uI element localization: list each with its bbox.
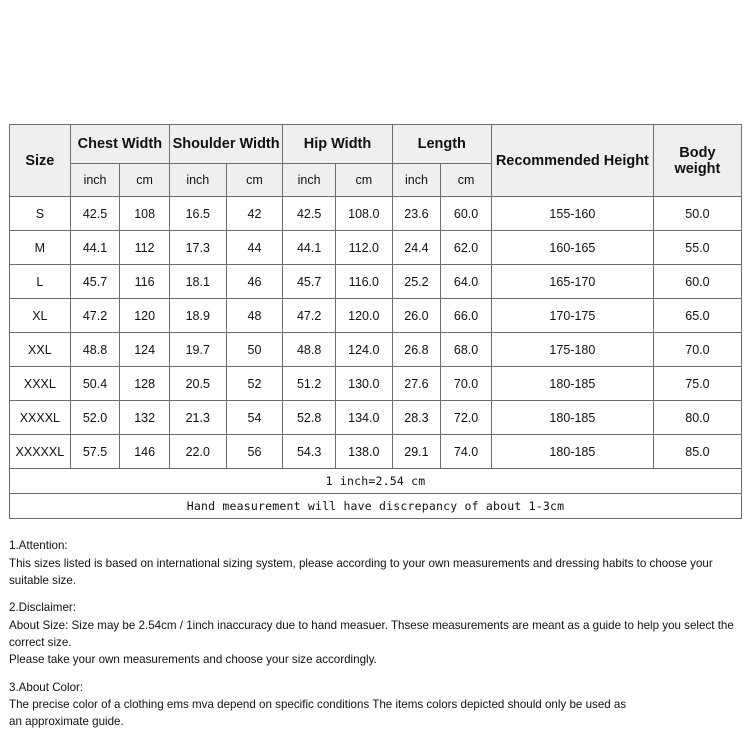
- note-disclaimer: [9, 600, 744, 668]
- cell-length-inch: 28.3: [392, 401, 441, 435]
- cell-shoulder-inch: 18.1: [169, 265, 226, 299]
- note-color-line-1: The precise color of a clothing ems mva depend on specific conditions The items colors depicted should only be used as: [9, 698, 627, 712]
- cell-length-inch: 23.6: [392, 197, 441, 231]
- table-row: [10, 333, 742, 367]
- cell-hip-cm: 120.0: [335, 299, 392, 333]
- header-body-weight: Body weight: [653, 125, 741, 197]
- cell-length-cm: 70.0: [441, 367, 492, 401]
- cell-height-cm: 165-170: [491, 265, 653, 299]
- unit-length-inch: inch: [392, 164, 441, 197]
- cell-hip-cm: 138.0: [335, 435, 392, 469]
- unit-hip-inch: inch: [283, 164, 336, 197]
- cell-hip-inch: 51.2: [283, 367, 336, 401]
- cell-length-inch: 26.8: [392, 333, 441, 367]
- note-attention-body: This sizes listed is based on international sizing system, please according to your own measurements and dressing habits to choose your suitable size.: [9, 556, 713, 587]
- cell-length-inch: 26.0: [392, 299, 441, 333]
- cell-hip-inch: 54.3: [283, 435, 336, 469]
- cell-weight-kg: 50.0: [653, 197, 741, 231]
- cell-chest-cm: 146: [120, 435, 170, 469]
- cell-chest-inch: 45.7: [70, 265, 120, 299]
- cell-shoulder-inch: 20.5: [169, 367, 226, 401]
- cell-shoulder-inch: 19.7: [169, 333, 226, 367]
- table-row: [10, 299, 742, 333]
- unit-shoulder-inch: inch: [169, 164, 226, 197]
- cell-height-cm: 160-165: [491, 231, 653, 265]
- cell-size: M: [10, 231, 71, 265]
- unit-chest-inch: inch: [70, 164, 120, 197]
- cell-weight-kg: 75.0: [653, 367, 741, 401]
- note-color: [9, 680, 744, 731]
- cell-hip-cm: 112.0: [335, 231, 392, 265]
- cell-shoulder-cm: 44: [226, 231, 283, 265]
- cell-chest-inch: 42.5: [70, 197, 120, 231]
- header-shoulder-width: Shoulder Width: [169, 125, 282, 164]
- cell-hip-cm: 124.0: [335, 333, 392, 367]
- cell-hip-inch: 42.5: [283, 197, 336, 231]
- cell-shoulder-inch: 18.9: [169, 299, 226, 333]
- cell-chest-inch: 48.8: [70, 333, 120, 367]
- cell-chest-cm: 120: [120, 299, 170, 333]
- cell-length-inch: 29.1: [392, 435, 441, 469]
- note-color-title: 3.About Color:: [9, 680, 84, 694]
- table-row: [10, 367, 742, 401]
- size-table: [9, 124, 742, 519]
- cell-weight-kg: 70.0: [653, 333, 741, 367]
- cell-hip-cm: 130.0: [335, 367, 392, 401]
- cell-chest-cm: 128: [120, 367, 170, 401]
- cell-hip-inch: 52.8: [283, 401, 336, 435]
- note-attention-title: 1.Attention:: [9, 539, 68, 552]
- header-recommended-height: Recommended Height: [491, 125, 653, 197]
- cell-shoulder-inch: 22.0: [169, 435, 226, 469]
- cell-shoulder-inch: 16.5: [169, 197, 226, 231]
- cell-length-cm: 66.0: [441, 299, 492, 333]
- cell-size: L: [10, 265, 71, 299]
- cell-chest-inch: 44.1: [70, 231, 120, 265]
- cell-chest-cm: 116: [120, 265, 170, 299]
- cell-height-cm: 175-180: [491, 333, 653, 367]
- cell-height-cm: 180-185: [491, 435, 653, 469]
- cell-hip-inch: 45.7: [283, 265, 336, 299]
- table-row: [10, 401, 742, 435]
- cell-height-cm: 155-160: [491, 197, 653, 231]
- cell-chest-inch: 57.5: [70, 435, 120, 469]
- note-disclaimer-line-1: About Size: Size may be 2.54cm / 1inch inaccuracy due to hand measuer. Thsese measurements are meant as a guide to help you select the correct size.: [9, 619, 734, 649]
- cell-shoulder-inch: 17.3: [169, 231, 226, 265]
- cell-hip-cm: 108.0: [335, 197, 392, 231]
- footnote-measurement-discrepancy: Hand measurement will have discrepancy of about 1-3cm: [10, 494, 742, 519]
- cell-shoulder-cm: 42: [226, 197, 283, 231]
- header-chest-width: Chest Width: [70, 125, 169, 164]
- cell-length-inch: 25.2: [392, 265, 441, 299]
- cell-hip-inch: 44.1: [283, 231, 336, 265]
- cell-length-inch: 24.4: [392, 231, 441, 265]
- cell-weight-kg: 85.0: [653, 435, 741, 469]
- cell-chest-inch: 50.4: [70, 367, 120, 401]
- note-attention: [9, 538, 744, 589]
- unit-hip-cm: cm: [335, 164, 392, 197]
- unit-length-cm: cm: [441, 164, 492, 197]
- cell-size: XXXL: [10, 367, 71, 401]
- cell-height-cm: 180-185: [491, 367, 653, 401]
- cell-length-cm: 72.0: [441, 401, 492, 435]
- table-header-row: [10, 125, 742, 164]
- note-disclaimer-title: 2.Disclaimer:: [9, 601, 76, 615]
- note-color-line-2: an approximate guide.: [9, 715, 124, 729]
- cell-length-cm: 62.0: [441, 231, 492, 265]
- notes-section: [9, 538, 744, 742]
- cell-length-cm: 60.0: [441, 197, 492, 231]
- header-size: Size: [10, 125, 71, 197]
- footnote-inch-conversion: 1 inch=2.54 cm: [10, 469, 742, 494]
- cell-hip-inch: 48.8: [283, 333, 336, 367]
- note-disclaimer-line-2: Please take your own measurements and choose your size accordingly.: [9, 652, 377, 666]
- cell-hip-inch: 47.2: [283, 299, 336, 333]
- cell-size: S: [10, 197, 71, 231]
- cell-height-cm: 170-175: [491, 299, 653, 333]
- cell-size: XXXXXL: [10, 435, 71, 469]
- cell-size: XL: [10, 299, 71, 333]
- table-row: [10, 231, 742, 265]
- table-footnote-row: [10, 494, 742, 519]
- cell-size: XXXXL: [10, 401, 71, 435]
- header-length: Length: [392, 125, 491, 164]
- cell-shoulder-cm: 46: [226, 265, 283, 299]
- size-table-container: [9, 124, 742, 519]
- cell-length-inch: 27.6: [392, 367, 441, 401]
- cell-chest-inch: 52.0: [70, 401, 120, 435]
- cell-length-cm: 74.0: [441, 435, 492, 469]
- cell-shoulder-cm: 56: [226, 435, 283, 469]
- cell-weight-kg: 60.0: [653, 265, 741, 299]
- cell-length-cm: 68.0: [441, 333, 492, 367]
- header-hip-width: Hip Width: [283, 125, 392, 164]
- table-row: [10, 435, 742, 469]
- cell-chest-cm: 124: [120, 333, 170, 367]
- cell-shoulder-cm: 52: [226, 367, 283, 401]
- cell-shoulder-cm: 48: [226, 299, 283, 333]
- table-row: [10, 197, 742, 231]
- cell-chest-cm: 112: [120, 231, 170, 265]
- table-body: [10, 197, 742, 519]
- cell-chest-cm: 132: [120, 401, 170, 435]
- cell-hip-cm: 134.0: [335, 401, 392, 435]
- cell-size: XXL: [10, 333, 71, 367]
- unit-shoulder-cm: cm: [226, 164, 283, 197]
- cell-chest-inch: 47.2: [70, 299, 120, 333]
- table-row: [10, 265, 742, 299]
- cell-weight-kg: 65.0: [653, 299, 741, 333]
- table-footnote-row: [10, 469, 742, 494]
- cell-shoulder-inch: 21.3: [169, 401, 226, 435]
- cell-weight-kg: 80.0: [653, 401, 741, 435]
- cell-shoulder-cm: 54: [226, 401, 283, 435]
- cell-height-cm: 180-185: [491, 401, 653, 435]
- cell-weight-kg: 55.0: [653, 231, 741, 265]
- cell-chest-cm: 108: [120, 197, 170, 231]
- cell-length-cm: 64.0: [441, 265, 492, 299]
- cell-hip-cm: 116.0: [335, 265, 392, 299]
- cell-shoulder-cm: 50: [226, 333, 283, 367]
- unit-chest-cm: cm: [120, 164, 170, 197]
